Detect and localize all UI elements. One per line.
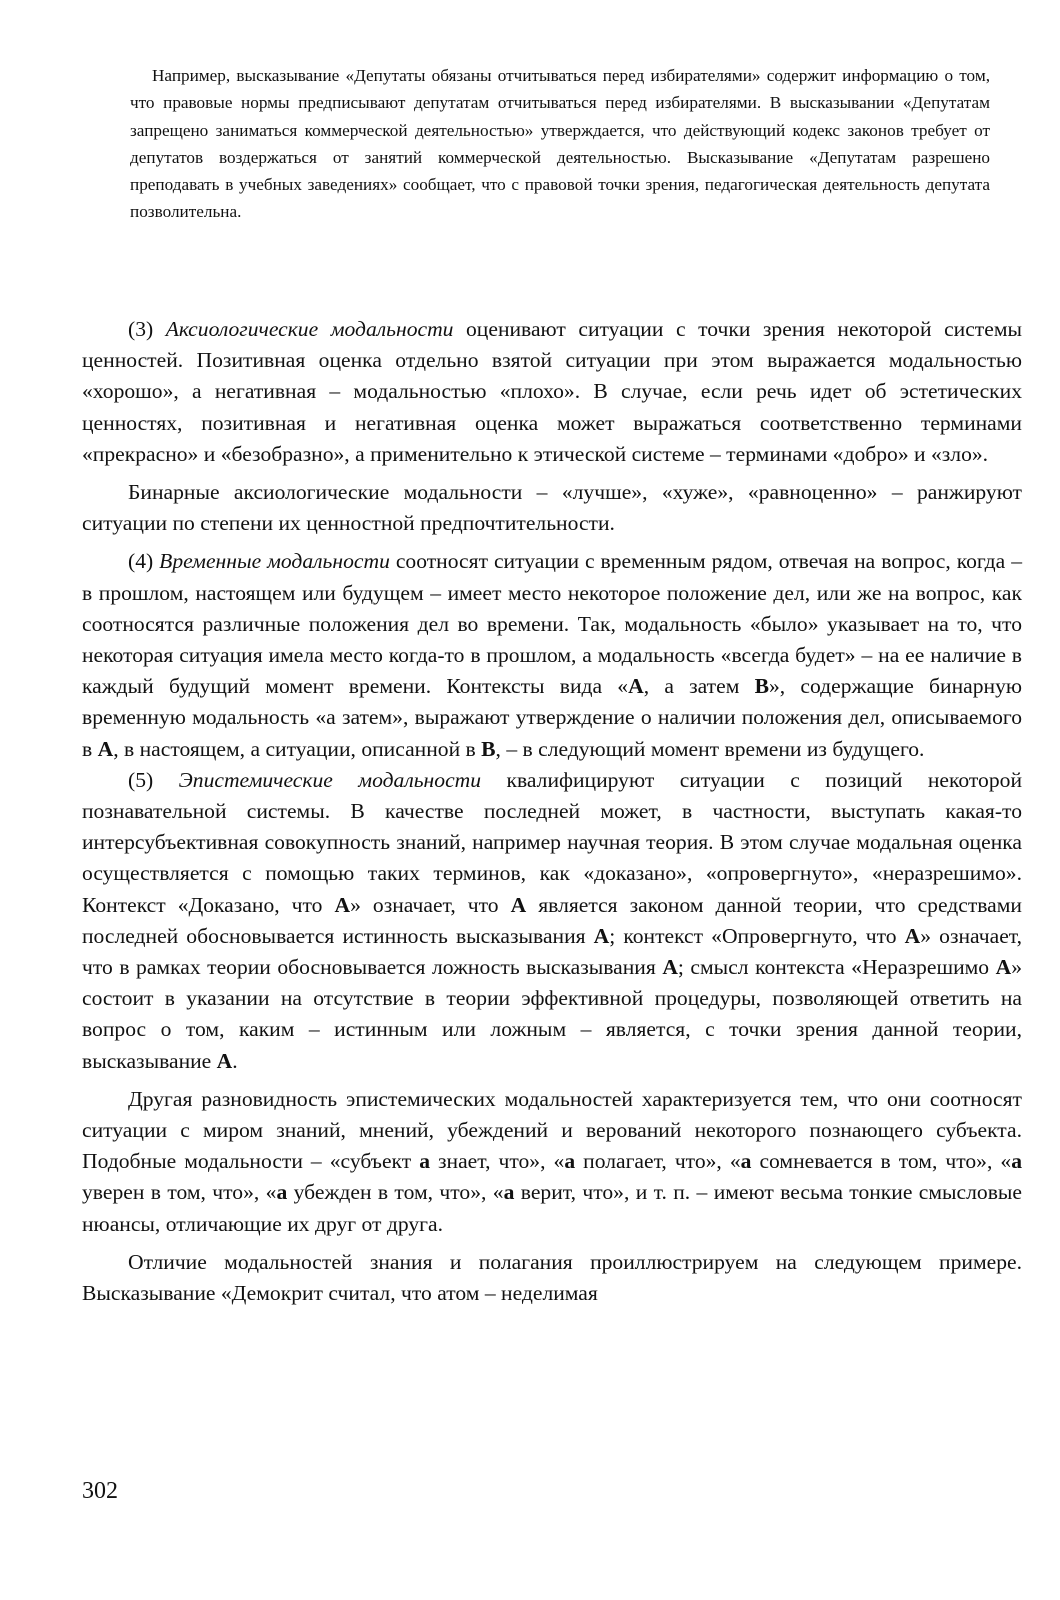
term-epistemic: Эпистемические модальности bbox=[178, 767, 482, 792]
paragraph-temporal: (4) Временные модальности соотносят ситуации с временным рядом, отвечая на вопрос, когда – в прошлом, настоящем или будущем – имеет место некоторое положение дел, или же на вопрос, как соотносятся различные положения дел во времени. Так, модальность «было» указывает на то, что некоторая ситуация имела место когда-то в прошлом, а модальность «всегда будет» – на ее наличие в каждый будущий момент времени. Контексты вида «А, а затем В», содержащие бинарную временную модальность «а затем», выражают утверждение о наличии положения дел, описываемого в А, в настоящем, а ситуации, описанной в В, – в следующий момент времени из будущего. bbox=[82, 549, 1022, 761]
example-block bbox=[130, 62, 990, 226]
paragraph-axiological: (3) Аксиологические модальности оценивают ситуации с точки зрения некоторой системы ценностей. Позитивная оценка отдельно взятой ситуации при этом выражается модальностью «хорошо», а негативная – модальностью «плохо». В случае, если речь идет об эстетических ценностях, позитивная и негативная оценка может выражаться соответственно терминами «прекрасно» и «безобразно», а применительно к этической системе – терминами «добро» и «зло». bbox=[82, 317, 1022, 466]
main-text bbox=[82, 314, 1022, 1309]
paragraph-binary-axiological: Бинарные аксиологические модальности – «лучше», «хуже», «равноценно» – ранжируют ситуации по степени их ценностной предпочтительности. bbox=[82, 480, 1022, 536]
page-number: 302 bbox=[82, 1478, 118, 1504]
term-temporal: Временные модальности bbox=[159, 549, 390, 574]
item-number: (3) bbox=[128, 317, 166, 341]
item-number: (4) bbox=[128, 549, 160, 574]
paragraph-knowledge-belief: Отличие модальностей знания и полагания проиллюстрируем на следующем примере. Высказывание «Демокрит считал, что атом – неделимая bbox=[82, 1249, 1022, 1306]
item-number: (5) bbox=[128, 767, 179, 792]
paragraph-epistemic-subject: Другая разновидность эпистемических модальностей характеризуется тем, что они соотносят ситуации с миром знаний, мнений, убеждений и верований некоторого познающего субъекта. Подобные модальности – «субъект а знает, что», «а полагает, что», «а сомневается в том, что», «а уверен в том, что», «а убежден в том, что», «а верит, что», и т. п. – имеют весьма тонкие смысловые нюансы, отличающие их друг от друга. bbox=[82, 1086, 1022, 1236]
paragraph-epistemic: (5) Эпистемические модальности квалифицируют ситуации с позиций некоторой познавательной системы. В качестве последней может, в частности, выступать какая-то интерсубъективная совокупность знаний, например научная теория. В этом случае модальная оценка осуществляется с помощью таких терминов, как «доказано», «опровергнуто», «неразрешимо». Контекст «Доказано, что А» означает, что А является законом данной теории, что средствами последней обосновывается истинность высказывания А; контекст «Опровергнуто, что А» означает, что в рамках теории обосновывается ложность высказывания А; смысл контекста «Неразрешимо А» состоит в указании на отсутствие в теории эффективной процедуры, позволяющей ответить на вопрос о том, каким – истинным или ложным – является, с точки зрения данной теории, высказывание А. bbox=[82, 767, 1023, 1073]
example-paragraph: Например, высказывание «Депутаты обязаны отчитываться перед избирателями» содержит информацию о том, что правовые нормы предписывают депутатам отчитываться перед избирателями. В высказывании «Депутатам запрещено заниматься коммерческой деятельностью» утверждается, что действующий кодекс законов требует от депутатов воздержаться от занятий коммерческой деятельностью. Высказывание «Депутатам разрешено преподавать в учебных заведениях» сообщает, что с правовой точки зрения, педагогическая деятельность депутата позволительна. bbox=[130, 66, 990, 222]
term-axiological: Аксиологические модальности bbox=[165, 317, 454, 341]
